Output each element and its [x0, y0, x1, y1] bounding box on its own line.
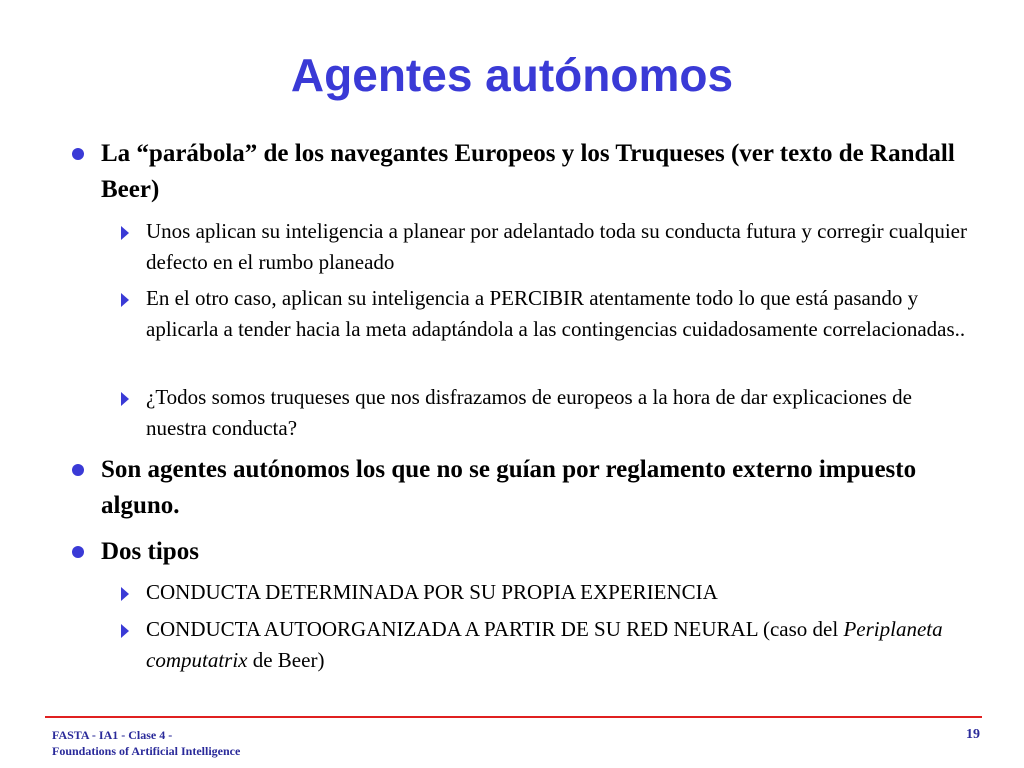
footer-course-info	[52, 727, 240, 759]
sub-bullet-1-1-text: Unos aplican su inteligencia a planear por adelantado toda su conducta futura y corregir cualquier defecto en el rumbo planeado	[146, 219, 967, 274]
triangle-bullet-icon	[121, 624, 129, 638]
slide-title: Agentes autónomos	[290, 49, 734, 101]
footer-rule	[45, 716, 982, 718]
round-bullet-icon	[72, 148, 84, 160]
bullet-2-text: Son agentes autónomos los que no se guían por reglamento externo impuesto alguno.	[101, 456, 917, 519]
triangle-bullet-icon	[121, 293, 129, 307]
triangle-bullet-icon	[121, 587, 129, 601]
round-bullet-icon	[72, 546, 84, 558]
sub-bullet-1-2-text: En el otro caso, aplican su inteligencia a PERCIBIR atentamente todo lo que está pasando y aplicarla a tender hacia la meta adaptándola a las contingencias cuidadosamente correlacionadas..	[146, 286, 966, 341]
sub-bullet-1-3-text: ¿Todos somos truqueses que nos disfrazamos de europeos a la hora de dar explicaciones de nuestra conducta?	[146, 385, 912, 440]
bullet-1-text: La “parábola” de los navegantes Europeos y los Truqueses (ver texto de Randall Beer)	[101, 140, 955, 203]
species-name: Periplaneta computatrix	[146, 617, 943, 672]
triangle-bullet-icon	[121, 392, 129, 406]
triangle-bullet-icon	[121, 226, 129, 240]
page-number: 19	[966, 727, 980, 742]
bullet-3-text: Dos tipos	[101, 538, 199, 565]
sub-bullet-3-2-text-end: de Beer)	[247, 648, 325, 672]
footer-line-2: Foundations of Artificial Intelligence	[52, 744, 241, 758]
footer-line-1: FASTA - IA1 - Clase 4 -	[52, 728, 173, 742]
sub-bullet-3-2-text	[146, 614, 976, 676]
round-bullet-icon	[72, 464, 84, 476]
sub-bullet-3-2-text-start: CONDUCTA AUTOORGANIZADA A PARTIR DE SU RED NEURAL (caso del	[146, 617, 844, 641]
sub-bullet-3-1-text: CONDUCTA DETERMINADA POR SU PROPIA EXPERIENCIA	[146, 580, 718, 604]
